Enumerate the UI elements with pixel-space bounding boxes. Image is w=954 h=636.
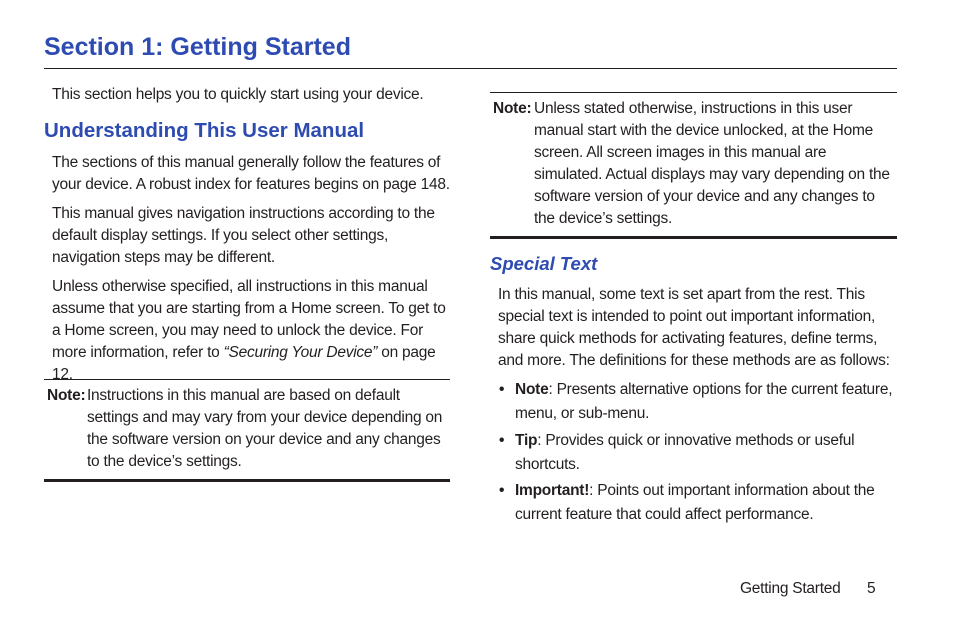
footer-page-number: 5 <box>867 580 876 597</box>
understanding-heading: Understanding This User Manual <box>44 119 365 142</box>
footer-section-name: Getting Started <box>740 580 841 597</box>
bullet-icon: • <box>499 381 505 398</box>
list-item <box>499 378 897 426</box>
right-note-bottom-rule <box>490 236 897 239</box>
bullet-important-text <box>515 479 897 527</box>
note-label: Note: <box>47 387 86 404</box>
bullet-description: : Presents alternative options for the current feature, menu, or sub-menu. <box>515 381 893 422</box>
paragraph-home-screen <box>52 276 454 386</box>
special-text-heading: Special Text <box>490 253 598 274</box>
bullet-term: Important! <box>515 482 590 499</box>
bullet-note-text <box>515 378 897 426</box>
paragraph-home-screen-page: on page 12. <box>52 344 436 383</box>
securing-your-device-reference[interactable]: “Securing Your Device” <box>223 344 378 361</box>
left-note <box>47 385 452 475</box>
bullet-tip-text <box>515 429 897 477</box>
intro-paragraph: This section helps you to quickly start using your device. <box>52 86 424 103</box>
note-top-rule <box>44 379 450 380</box>
right-note <box>493 98 897 232</box>
title-rule <box>44 68 897 69</box>
list-item <box>499 429 897 477</box>
bullet-icon: • <box>499 432 505 449</box>
bullet-term: Note <box>515 381 549 398</box>
note-text: Instructions in this manual are based on default settings and may vary from your device depending on the software version on your device and any changes to the device’s settings. <box>87 387 443 470</box>
page-title: Section 1: Getting Started <box>44 33 351 61</box>
bullet-description: : Points out important information about the current feature that could affect performance. <box>515 482 875 523</box>
right-note-text: Unless stated otherwise, instructions in this user manual start with the device unlocked, at the Home screen. All screen images in this manual are simulated. Actual displays may vary depending on the software version of your device and any changes to the device’s settings. <box>534 100 890 227</box>
bullet-description: : Provides quick or innovative methods or useful shortcuts. <box>515 432 855 473</box>
special-text-paragraph: In this manual, some text is set apart from the rest. This special text is intended to point out important information, share quick methods for activating features, define terms, and more. The definitions for these methods are as follows: <box>498 286 890 369</box>
list-item <box>499 479 897 527</box>
bullet-term: Tip <box>515 432 538 449</box>
paragraph-sections: The sections of this manual generally follow the features of your device. A robust index for features begins on page 148. <box>52 154 450 193</box>
note-bottom-rule <box>44 479 450 482</box>
paragraph-navigation: This manual gives navigation instructions according to the default display settings. If you select other settings, navigation steps may be different. <box>52 205 435 266</box>
right-note-top-rule <box>490 92 897 93</box>
paragraph-home-screen-text: Unless otherwise specified, all instructions in this manual assume that you are starting from a Home screen. To get to a Home screen, you may need to unlock the device. For more information, refer to <box>52 278 446 361</box>
right-note-label: Note: <box>493 100 532 117</box>
bullet-icon: • <box>499 482 505 499</box>
